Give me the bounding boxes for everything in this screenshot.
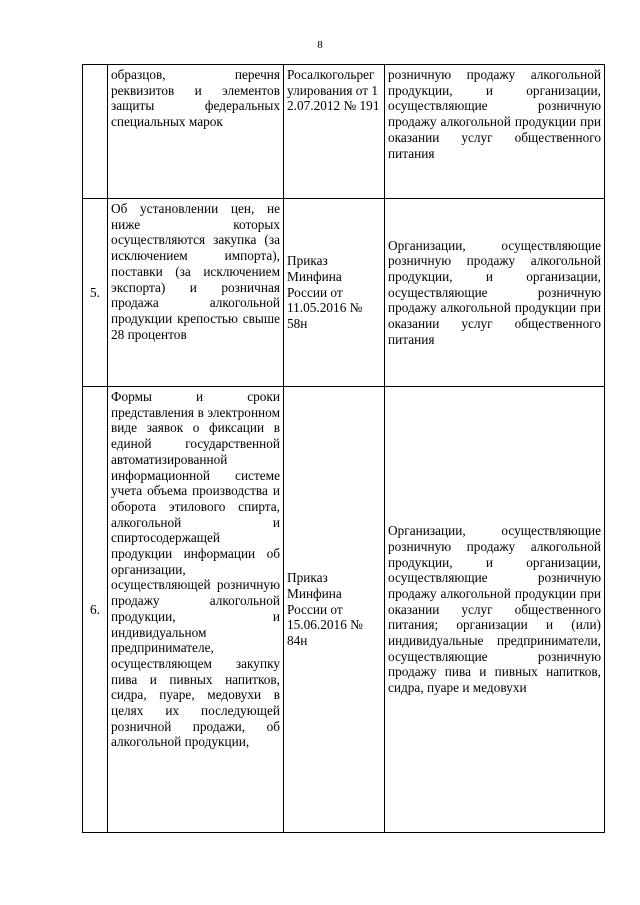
document-cell: Приказ Минфина России от 15.06.2016 № 84н <box>284 387 385 833</box>
row-number-cell: 6. <box>83 387 108 833</box>
document-cell: Росалкогольрегулирования от 12.07.2012 № 191 <box>284 65 385 199</box>
subject-cell: Об установлении цен, не ниже которых осуществляются закупка (за исключением импорта), поставки (за исключением экспорта) и розничная продажа алкогольной продукции крепостью свыше 28 процентов <box>108 199 284 387</box>
table-row <box>83 65 605 199</box>
affected-parties-cell: Организации, осуществляющие розничную продажу алкогольной продукции, и организации, осуществляющие розничную продажу алкогольной продукции при оказании услуг общественного питания; организации и (или) индивидуальные предприниматели, осуществляющие розничную продажу пива и пивных напитков, сидра, пуаре и медовухи <box>385 387 605 833</box>
affected-parties-cell: Организации, осуществляющие розничную продажу алкогольной продукции, и организации, осуществляющие розничную продажу алкогольной продукции при оказании услуг общественного питания <box>385 199 605 387</box>
table-row <box>83 199 605 387</box>
subject-cell: образцов, перечня реквизитов и элементов защиты федеральных специальных марок <box>108 65 284 199</box>
page-number: 8 <box>317 39 323 51</box>
row-number-cell: 5. <box>83 199 108 387</box>
affected-parties-cell: розничную продажу алкогольной продукции, и организации, осуществляющие розничную продажу алкогольной продукции при оказании услуг общественного питания <box>385 65 605 199</box>
regulations-table <box>82 64 605 833</box>
subject-cell: Формы и сроки представления в электронном виде заявок о фиксации в единой государственной автоматизированной информационной системе учета объема производства и оборота этилового спирта, алкогольной и спиртосодержащей продукции информации об организации, осуществляющей розничную продажу алкогольной продукции, и индивидуальном предпринимателе, осуществляющем закупку пива и пивных напитков, сидра, пуаре, медовухи в целях их последующей розничной продажи, об алкогольной продукции, <box>108 387 284 833</box>
row-number-cell <box>83 65 108 199</box>
table-row <box>83 387 605 833</box>
document-cell: Приказ Минфина России от 11.05.2016 № 58н <box>284 199 385 387</box>
